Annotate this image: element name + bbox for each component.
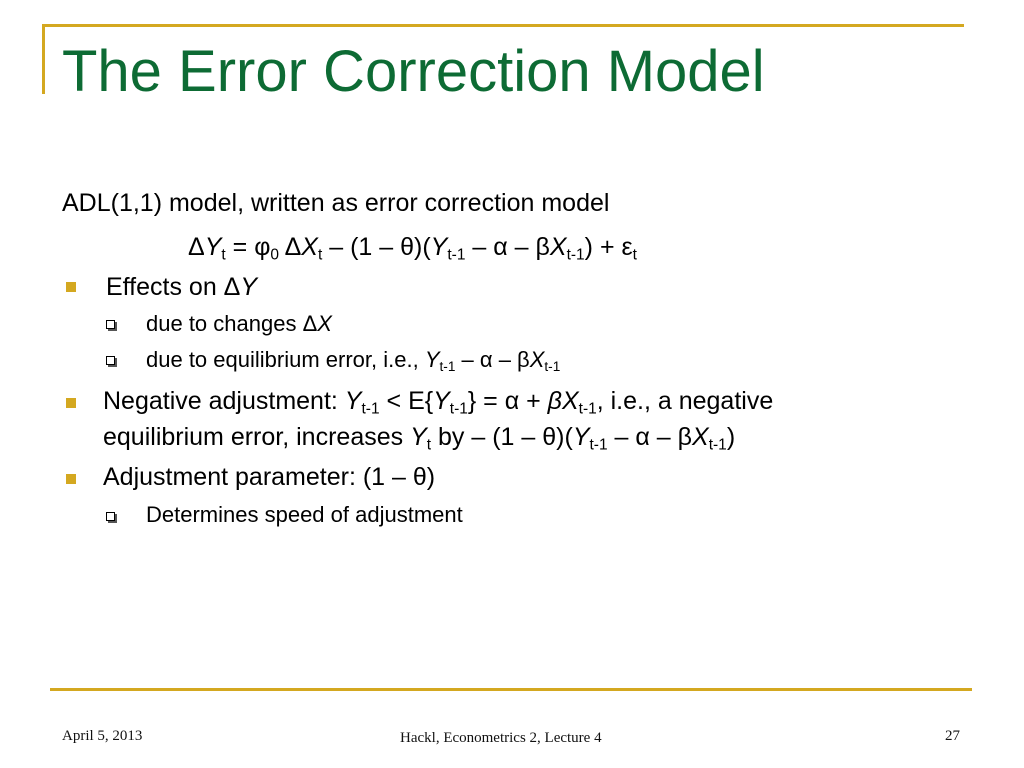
intro-text: ADL(1,1) model, written as error correction model — [62, 189, 610, 217]
bullet-square-icon — [66, 282, 76, 292]
bullet-adjustment-parameter: Adjustment parameter: (1 – θ) — [103, 463, 436, 491]
sub-bullet-square-icon — [106, 356, 115, 365]
footer-date: April 5, 2013 — [62, 728, 143, 744]
slide-title: The Error Correction Model — [62, 39, 765, 104]
bullet-effects: Effects on ΔY — [106, 273, 258, 301]
bullet-negative-adjustment: Negative adjustment: $Y_{t-1} < E\{Y_{t-1}\} = \alpha + \beta X_{t-1}$, i.e., a negative — [103, 387, 774, 418]
top-rule — [42, 24, 964, 27]
bullet-square-icon — [66, 474, 76, 484]
bullet-square-icon — [66, 398, 76, 408]
bullet-negative-adjustment-cont: equilibrium error, increases $Y_t$ by – $(1 - \theta)(Y_{t-1}$ – α – $\beta X_{t-1}$) — [103, 423, 736, 454]
sub-bullet-speed: Determines speed of adjustment — [146, 502, 463, 527]
sub-bullet-square-icon — [106, 320, 115, 329]
sub-bullet-equilibrium: due to equilibrium error, i.e., $Y_{t-1}$ – α – $\beta X_{t-1}$ — [146, 347, 561, 375]
sub-bullet-square-icon — [106, 512, 115, 521]
bottom-rule — [50, 688, 972, 691]
ecm-formula: $\Delta Y_t = \varphi_0$ $\Delta X_t - (1 - \theta)(Y_{t-1} - \alpha - \beta X_{t-1}) + \varepsilon_t$ — [188, 233, 637, 264]
sub-bullet-changes: due to changes ΔX — [146, 311, 332, 336]
page-number: 27 — [945, 728, 960, 744]
footer-course: Hackl, Econometrics 2, Lecture 4 — [400, 730, 602, 746]
left-rule — [42, 24, 45, 94]
